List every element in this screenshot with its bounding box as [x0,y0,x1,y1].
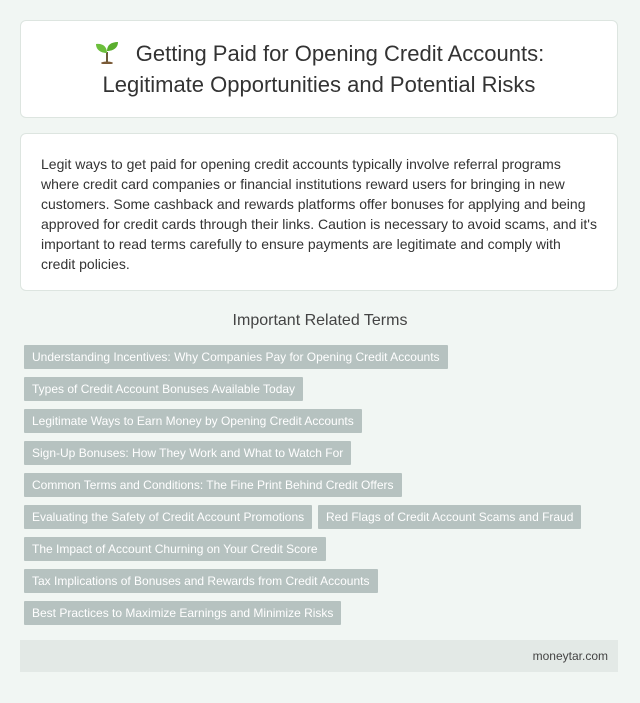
term-tag-incentives[interactable]: Understanding Incentives: Why Companies Pay for Opening Credit Accounts [24,345,448,369]
related-terms-heading: Important Related Terms [232,312,408,329]
term-tag-safety[interactable]: Evaluating the Safety of Credit Account Promotions [24,505,312,529]
footer [20,640,618,672]
term-tag-tax[interactable]: Tax Implications of Bonuses and Rewards from Credit Accounts [24,569,378,593]
term-tag-red-flags[interactable]: Red Flags of Credit Account Scams and Fraud [318,505,581,529]
title-card [20,20,618,118]
title-line-2: Legitimate Opportunities and Potential Risks [102,72,536,97]
term-tag-churning[interactable]: The Impact of Account Churning on Your Credit Score [24,537,326,561]
term-tag-sign-up-bonuses[interactable]: Sign-Up Bonuses: How They Work and What to Watch For [24,441,351,465]
summary-text: Legit ways to get paid for opening credit accounts typically involve referral programs where credit card companies or financial institutions reward users for bringing in new customers. Some cashback and rewards platforms offer bonuses for applying and being approved for credit cards through their links. Caution is necessary to avoid scams, and it's important to read terms carefully to ensure payments are legitimate and comply with credit policies. [41,156,597,272]
term-tag-bonus-types[interactable]: Types of Credit Account Bonuses Available Today [24,377,303,401]
term-tag-legitimate-ways[interactable]: Legitimate Ways to Earn Money by Opening Credit Accounts [24,409,362,433]
footer-site-name: moneytar.com [532,649,608,663]
page-title [94,38,544,100]
title-line-1: Getting Paid for Opening Credit Accounts: [135,41,545,66]
sprout-icon [94,40,120,64]
term-tag-best-practices[interactable]: Best Practices to Maximize Earnings and Minimize Risks [24,601,341,625]
summary-card [20,133,618,291]
term-tag-terms-conditions[interactable]: Common Terms and Conditions: The Fine Print Behind Credit Offers [24,473,402,497]
